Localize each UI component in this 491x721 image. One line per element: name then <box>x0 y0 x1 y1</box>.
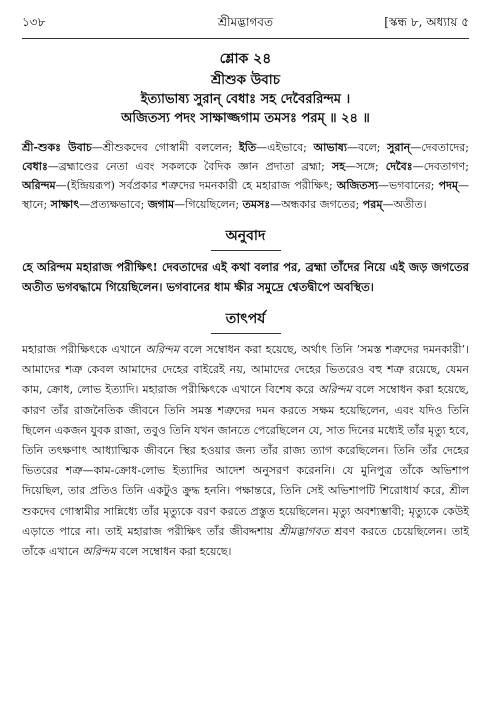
synonym-meaning: ব্রহ্মাণ্ডের নেতা এবং সকলকে বৈদিক জ্ঞান প্রদাতা ব্রহ্মা; <box>58 160 332 173</box>
shloka-number: শ্লোক ২৪ <box>219 51 272 67</box>
synonym-meaning: ভগবানের; <box>389 179 439 192</box>
synonym-term: আভাষ্য <box>313 141 348 154</box>
header-divider <box>22 38 469 39</box>
synonym-term: দেবৈঃ <box>385 160 413 173</box>
synonym-term: বেধাঃ <box>22 160 48 173</box>
verse-line-2: অজিতস্য পদং সাক্ষাজ্জগাম তমসঃ পরম্‌ ॥ ২৪ ॥ <box>121 111 370 126</box>
synonym-meaning: গিয়েছিলেন; <box>185 198 243 211</box>
synonym-meaning: স্থানে; <box>22 198 51 211</box>
book-title: শ্রীমদ্ভাগবত <box>217 15 273 29</box>
purport-segment: বলে সম্বোধন করা হয়েছে, অর্থাৎ তিনি ‘সমস্ত শত্রুদের দমনকারী’। আমাদের শত্রু কেবল আমাদের দেহের বাইরেই নয়, আমাদের দেহের ভিতরেও বহু শত্রু রয়েছে, যেমন কাম, ক্রোধ, লোভ ইত্যাদি। মহারাজ পরীক্ষিৎকে এখানে বিশেষ করে <box>22 343 470 397</box>
synonym-meaning: অন্ধকার জগতের; <box>281 198 363 211</box>
synonym-meaning: (ইন্দ্রিয়রূপ) সর্বপ্রকার শত্রুদের দমনকারী হে মহারাজ পরীক্ষিৎ; <box>66 179 337 192</box>
purport-emphasis: অরিন্দম <box>82 545 116 559</box>
purport-text <box>22 340 469 562</box>
purport-segment: বলে সম্বোধন করা হয়েছে, কারণ তাঁর রাজনৈতিক জীবনে তিনি সমস্ত শত্রুদের দমন করতে সক্ষম হয়েছিলেন, এবং যদিও তিনি ছিলেন একজন যুবক রাজা, তবুও তিনি যখন জানতে পেরেছিলেন যে, সাত দিনের মধ্যেই তাঁর মৃত্যু হবে, তিনি তৎক্ষণাৎ আধ্যাত্মিক জীবনে স্থির হওয়ার জন্য তাঁর রাজ্য ত্যাগ করেছিলেন। তিনি তাঁর দেহের ভিতরের শত্রু—কাম-ক্রোধ-লোভ ইত্যাদির আদেশ অনুসরণ করেননি। যে মুনিপুত্র তাঁকে অভিশাপ দিয়েছিল, তার প্রতিও তিনি একটুও ক্রুদ্ধ হননি। পক্ষান্তরে, তিনি সেই অভিশাপটি শিরোধার্য করে, শ্রীল শুকদেব গোস্বামীর সান্নিধ্যে তাঁর মৃত্যুকে বরণ করতে প্রস্তুত হয়েছিলেন। মৃত্যু অবশ্যম্ভাবী; মৃত্যুকে কেউই এড়াতে পারে না। তাই মহারাজ পরীক্ষিৎ তাঁর জীবদ্দশায় <box>22 383 469 538</box>
synonym-term: ইতি <box>239 141 257 154</box>
synonym-term: অজিতস্য <box>336 179 379 192</box>
synonym-term: শ্রী-শুকঃ উবাচ <box>22 141 92 154</box>
synonym-term: পরম্‌ <box>362 198 383 211</box>
purport-heading: তাৎপর্য <box>225 311 266 327</box>
synonym-meaning: বলে; <box>358 141 388 154</box>
purport-segment: শ্রবণ করতে চেয়েছিলেন। তাই তাঁকে এখানে <box>22 524 469 559</box>
purport-segment: বলে সম্বোধন করা হয়েছে। <box>116 545 232 559</box>
synonym-term: অরিন্দম <box>22 179 56 192</box>
synonym-term: পদম্‌ <box>438 179 458 192</box>
translation-heading: অনুবাদ <box>225 228 266 244</box>
synonym-meaning: দেবতাগণ; <box>423 160 469 173</box>
synonym-meaning: এইভাবে; <box>267 141 314 154</box>
synonym-meaning: শ্রীশুকদেব গোস্বামী বললেন; <box>102 141 240 154</box>
verse-block <box>22 71 469 128</box>
synonym-term: সুরান্‌ <box>387 141 411 154</box>
synonym-meaning: প্রত্যক্ষভাবে; <box>90 198 148 211</box>
translation-heading-rule <box>211 250 281 251</box>
purport-heading-rule <box>211 333 281 334</box>
purport-emphasis: অরিন্দম <box>318 383 352 397</box>
synonym-term: সাক্ষাৎ <box>50 198 80 211</box>
synonym-meaning: সঙ্গে; <box>355 160 386 173</box>
page-header <box>22 14 469 36</box>
word-meanings: শ্রী-শুকঃ উবাচ—শ্রীশুকদেব গোস্বামী বললেন; ইতি—এইভাবে; আভাষ্য—বলে; সুরান্‌—দেবতাদের; বেধাঃ—ব্রহ্মাণ্ডের নেতা এবং সকলকে বৈদিক জ্ঞান প্রদাতা ব্রহ্মা; সহ—সঙ্গে; দেবৈঃ—দেবতাগণ; অরিন্দম—(ইন্দ্রিয়রূপ) সর্বপ্রকার শত্রুদের দমনকারী হে মহারাজ পরীক্ষিৎ; অজিতস্য—ভগবানের; পদম্‌—স্থানে; সাক্ষাৎ—প্রত্যক্ষভাবে; জগাম—গিয়েছিলেন; তমসঃ—অন্ধকার জগতের; পরম্‌—অতীত। <box>22 141 469 211</box>
page-number: ১৩৮ <box>22 15 46 29</box>
translation-text: হে অরিন্দম মহারাজ পরীক্ষিৎ! দেবতাদের এই কথা বলার পর, ব্রহ্মা তাঁদের নিয়ে এই জড় জগতের অতীত ভগবদ্ধামে গিয়েছিলেন। ভগবানের ধাম ক্ষীর সমুদ্রে শ্বেতদ্বীপে অবস্থিত। <box>22 260 469 294</box>
verse-speaker: শ্রীশুক উবাচ <box>210 72 281 88</box>
purport-emphasis: শ্রীমদ্ভাগবত <box>278 524 329 538</box>
verse-line-1: ইত্যাভাষ্য সুরান্‌ বেধাঃ সহ দেবৈররিন্দম । <box>140 92 351 107</box>
synonym-meaning: দেবতাদের; <box>421 141 469 154</box>
purport-segment: মহারাজ পরীক্ষিৎকে এখানে <box>22 343 146 356</box>
synonym-meaning: অতীত। <box>393 198 427 211</box>
synonym-term: তমসঃ <box>242 198 271 211</box>
synonym-term: জগাম <box>147 198 175 211</box>
purport-emphasis: অরিন্দম <box>145 343 180 356</box>
synonym-term: সহ <box>331 160 345 173</box>
chapter-reference: [স্কন্ধ ৮, অধ্যায় ৫ <box>384 15 469 29</box>
